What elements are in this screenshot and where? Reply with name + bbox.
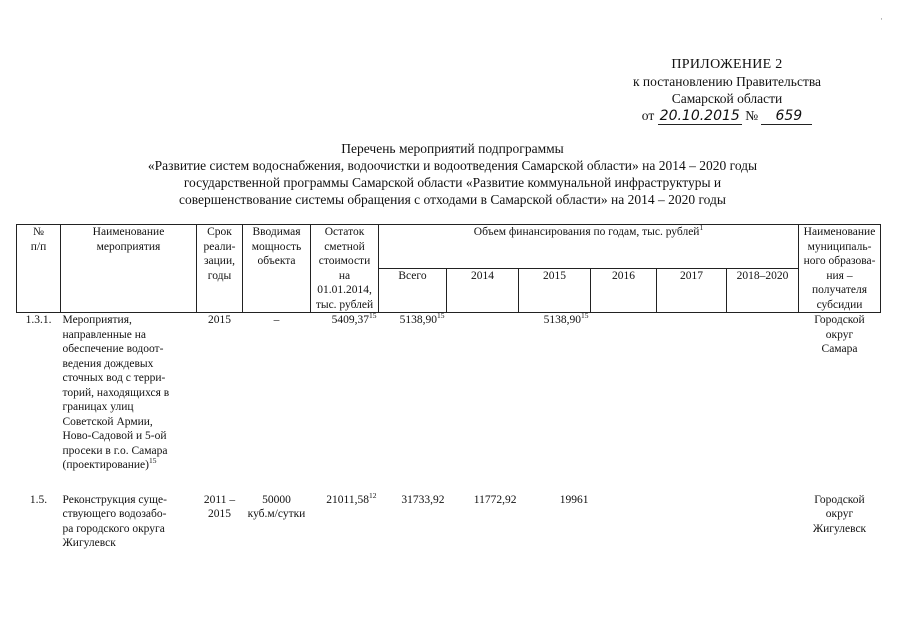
table-row xyxy=(17,313,881,473)
header-2015: 2015 xyxy=(519,269,591,313)
row-capacity: 50000 куб.м/сутки xyxy=(247,493,306,520)
row-2016 xyxy=(591,493,657,551)
header-capacity: Вводимая мощность объекта xyxy=(243,225,311,313)
row-2014: 11772,92 xyxy=(473,493,517,506)
row-name: Реконструкция суще- ствующего водозабо- ра городского округа Жигулевск xyxy=(62,493,167,549)
date-value: 20.10.2015 xyxy=(659,108,740,124)
row-term: 2015 xyxy=(208,314,231,326)
financing-table xyxy=(16,224,881,551)
row-term: 2011 – 2015 xyxy=(203,493,236,520)
header-num: № п/п xyxy=(17,225,61,313)
row-remainder: 21011,58$^{12}$ xyxy=(326,490,377,506)
row-2017 xyxy=(657,493,727,551)
header-term: Срок реали- зации, годы xyxy=(197,225,243,313)
row-2015: 19961 xyxy=(559,493,589,506)
header-row-1 xyxy=(17,225,881,269)
header-2018-2020: 2018–2020 xyxy=(727,269,799,313)
row-recipient: Городской округ Жигулевск xyxy=(812,493,867,535)
header-total: Всего xyxy=(379,269,447,313)
appendix-date-line xyxy=(627,107,827,125)
row-2015: 5138,90$^{15}$ xyxy=(543,311,589,326)
header-2017: 2017 xyxy=(657,269,727,313)
row-total: 5138,90$^{15}$ xyxy=(399,311,445,326)
title-line-2: «Развитие систем водоснабжения, водоочистки и водоотведения Самарской области» на 2014 – 2020 годы xyxy=(147,158,758,173)
row-recipient: Городской округ Самара xyxy=(814,314,865,355)
table-row xyxy=(17,493,881,551)
row-2014 xyxy=(447,313,519,473)
header-recipient: Наименование муниципаль- ного образова- ния – получателя субсидии xyxy=(799,225,881,313)
row-2018-2020 xyxy=(727,313,799,473)
date-prefix: от xyxy=(641,108,655,123)
title-line-3: государственной программы Самарской области «Развитие коммунальной инфраструктуры и xyxy=(183,175,722,190)
row-total: 31733,92 xyxy=(401,493,445,506)
row-2016 xyxy=(591,313,657,473)
appendix-line-2: Самарской области xyxy=(671,91,783,106)
header-2014: 2014 xyxy=(447,269,519,313)
header-2016: 2016 xyxy=(591,269,657,313)
number-prefix: № xyxy=(745,108,759,123)
appendix-line-1: к постановлению Правительства xyxy=(632,74,822,89)
title-line-4: совершенствование системы обращения с отходами в Самарской области» на 2014 – 2020 годы xyxy=(178,192,726,207)
row-2017 xyxy=(657,313,727,473)
document-title xyxy=(0,140,905,208)
header-name: Наименование мероприятия xyxy=(61,225,197,313)
appendix-block xyxy=(627,56,827,125)
number-value: 659 xyxy=(761,108,812,125)
row-2018-2020 xyxy=(727,493,799,551)
row-num: 1.3.1. xyxy=(25,314,52,326)
row-num: 1.5. xyxy=(29,493,48,506)
corner-mark: · xyxy=(880,14,883,24)
row-remainder: 5409,37$^{15}$ xyxy=(331,311,377,326)
appendix-heading: ПРИЛОЖЕНИЕ 2 xyxy=(671,57,783,72)
row-capacity: – xyxy=(273,314,280,326)
header-financing: Объем финансирования по годам, тыс. рублей$^1$ xyxy=(379,225,799,269)
header-remainder: Остаток сметной стоимости на 01.01.2014, тыс. рублей xyxy=(311,225,379,313)
row-name: Мероприятия, направленные на обеспечение водоот- ведения дождевых сточных вод с терри- торий, находящихся в границах улиц Советской Армии, Ново-Садовой и 5-ой просеки в г.о. Самара (проектирование)$^{15}$ xyxy=(62,314,170,471)
row-spacer xyxy=(17,473,881,493)
title-line-1: Перечень мероприятий подпрограммы xyxy=(341,141,564,156)
